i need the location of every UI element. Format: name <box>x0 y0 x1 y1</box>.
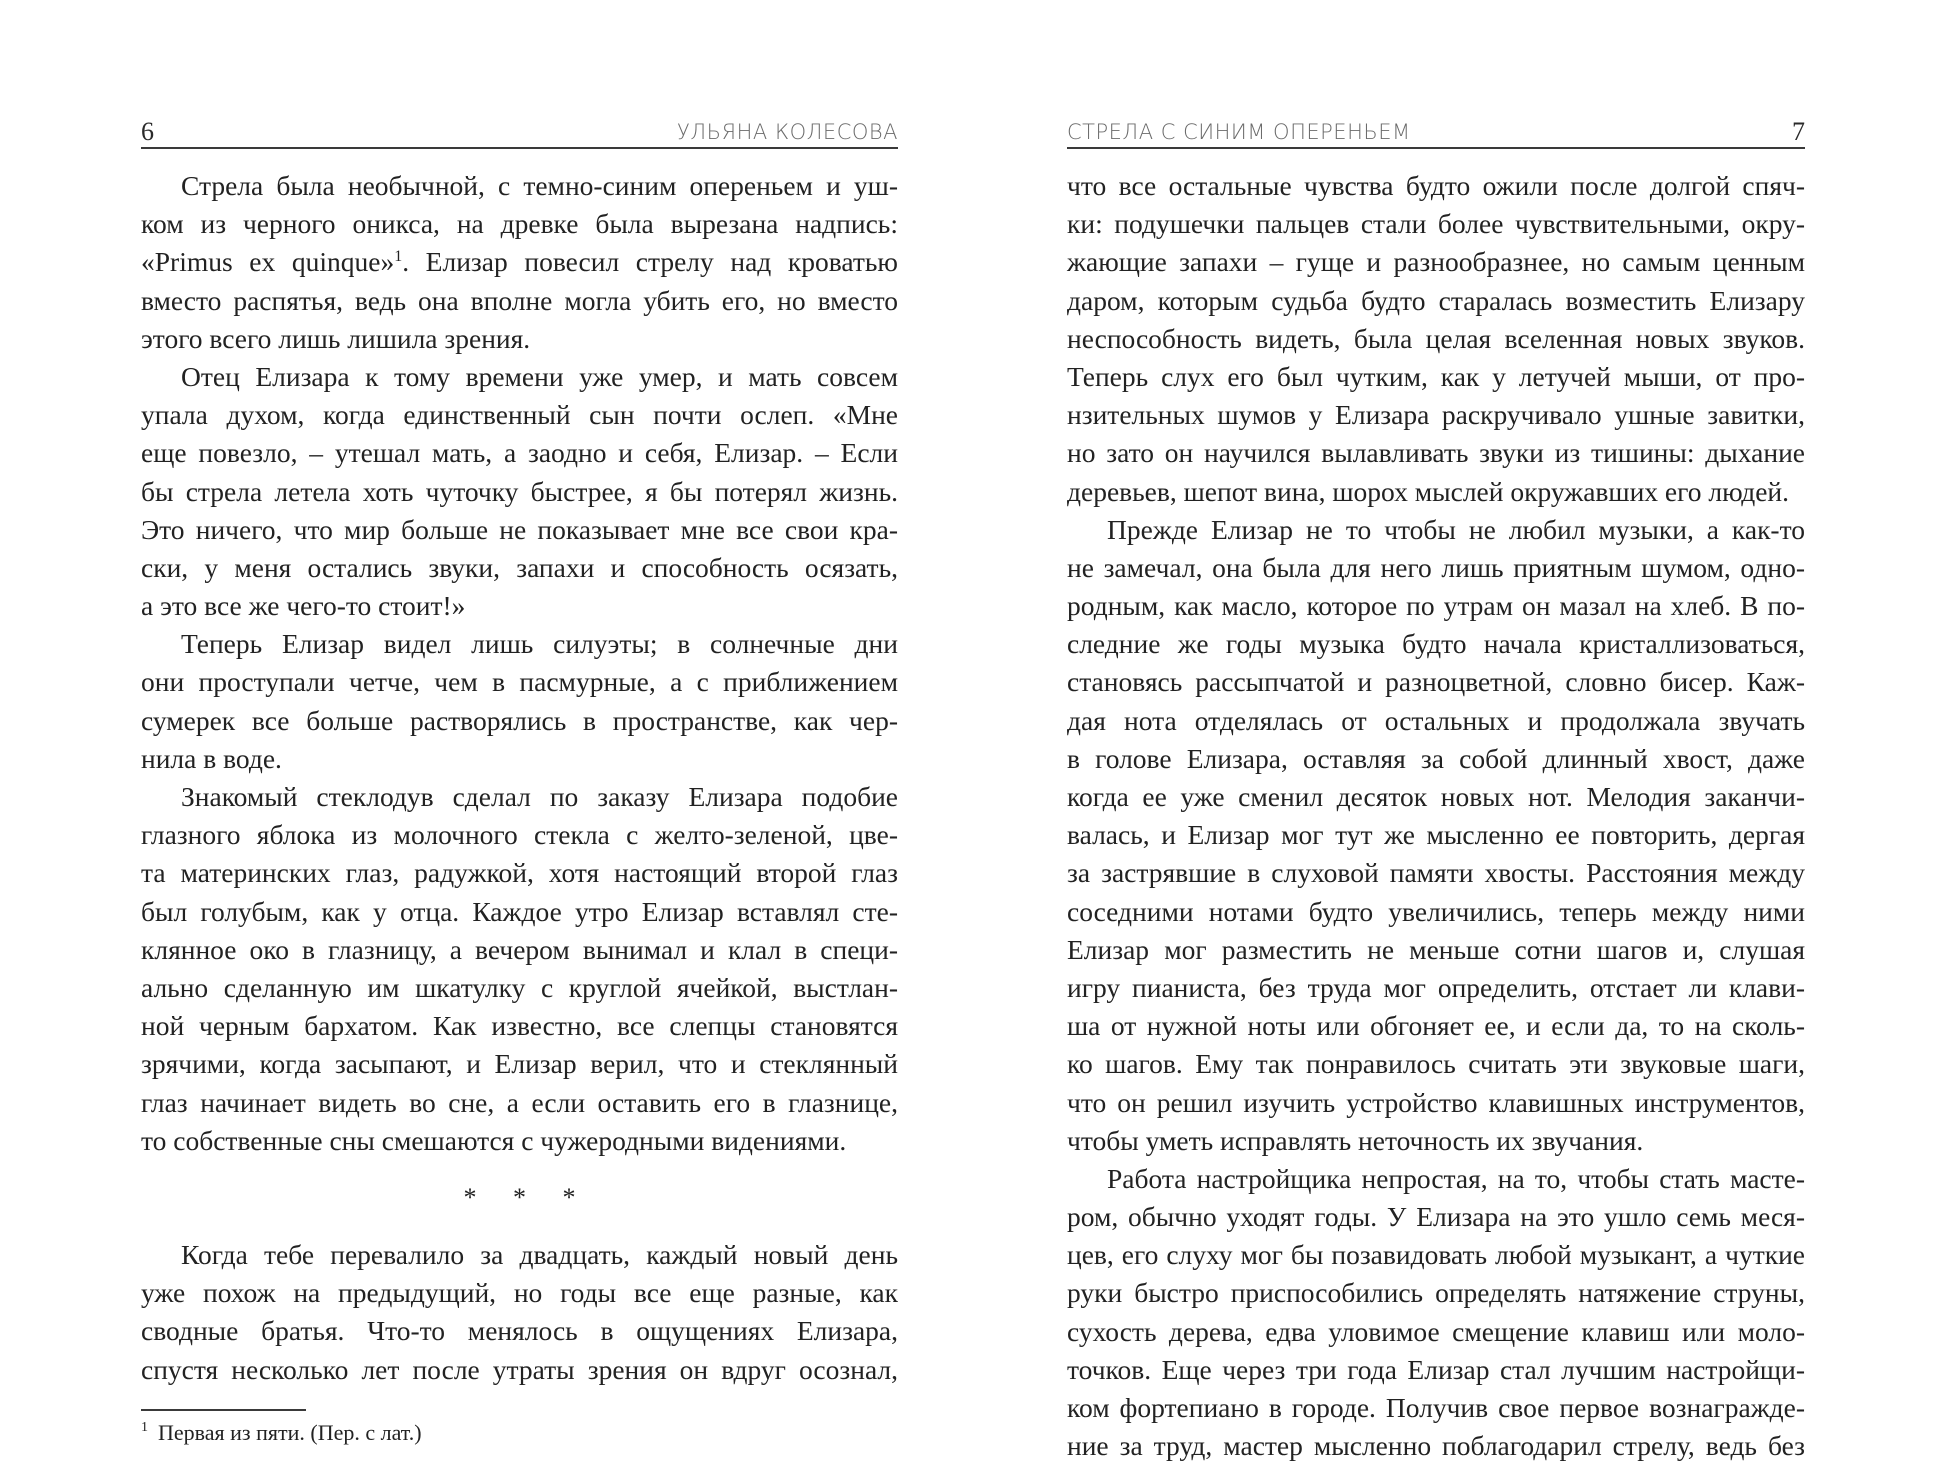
line-text: сухость дерева, едва уловимое смещение клавиш или моло- <box>1067 1315 1805 1347</box>
text-line <box>1067 931 1805 969</box>
line-text-continued: . Елизар повесил стрелу над кроватью <box>402 246 898 278</box>
running-head-left <box>141 112 898 149</box>
line-text: родным, как масло, которое по утрам он мазал на хлеб. В по- <box>1067 590 1805 622</box>
text-line <box>141 778 898 816</box>
text-line <box>1067 396 1805 434</box>
line-text: сумерек все больше растворялись в пространстве, как чер- <box>141 704 898 736</box>
text-line <box>1067 740 1805 778</box>
text-line <box>1067 167 1805 205</box>
line-text: чтобы уметь исправлять неточность их звучания. <box>1067 1124 1644 1156</box>
body-text-block <box>1067 167 1805 1465</box>
line-text: Теперь слух его был чутким, как у летучей мыши, от про- <box>1067 360 1805 392</box>
text-line <box>1067 549 1805 587</box>
line-text: игру пианиста, без труда мог определить, отстает ли клави- <box>1067 971 1805 1003</box>
text-line <box>141 511 898 549</box>
right-page <box>1067 112 1805 1465</box>
line-text: за застрявшие в слуховой памяти хвосты. Расстояния между <box>1067 857 1805 889</box>
title-running-head: СТРЕЛА С СИНИМ ОПЕРЕНЬЕМ <box>1067 120 1411 144</box>
line-text: спустя несколько лет после утраты зрения он вдруг осознал, <box>141 1353 898 1385</box>
text-line <box>1067 1007 1805 1045</box>
text-line <box>1067 1122 1805 1160</box>
line-text: уже похож на предыдущий, но годы все еще разные, как <box>141 1277 898 1309</box>
line-text: та материнских глаз, радужкой, хотя настоящий второй глаз <box>141 857 898 889</box>
text-line <box>1067 1427 1805 1465</box>
line-text: что все остальные чувства будто ожили после долгой спяч- <box>1067 170 1805 201</box>
line-text: Прежде Елизар не то чтобы не любил музыки, а как-то <box>1107 513 1805 545</box>
page-number: 6 <box>141 117 154 146</box>
line-text: ком из черного оникса, на древке была вырезана надпись: <box>141 208 898 240</box>
line-text: ние за труд, мастер мысленно поблагодарил стрелу, ведь без <box>1067 1430 1805 1462</box>
text-line <box>1067 1274 1805 1312</box>
text-line <box>141 625 898 663</box>
line-text: дая нота отделялась от остальных и продолжала звучать <box>1067 704 1805 736</box>
text-line <box>1067 358 1805 396</box>
line-text: в голове Елизара, оставляя за собой длинный хвост, даже <box>1067 742 1805 774</box>
text-line <box>1067 1084 1805 1122</box>
author-running-head: УЛЬЯНА КОЛЕСОВА <box>677 120 898 144</box>
line-text: жающие запахи – гуще и разнообразнее, но самым ценным <box>1067 246 1805 278</box>
line-text: следние же годы музыка будто начала кристаллизоваться, <box>1067 628 1805 660</box>
text-line <box>1067 1236 1805 1274</box>
line-text: Стрела была необычной, с темно-синим опереньем и уш- <box>181 170 898 201</box>
text-line <box>1067 854 1805 892</box>
line-text: не замечал, она была для него лишь приятным шумом, одно- <box>1067 551 1805 583</box>
text-line <box>1067 1198 1805 1236</box>
left-page <box>141 112 898 1447</box>
line-text: руки быстро приспособились определять натяжение струны, <box>1067 1277 1805 1309</box>
text-line <box>141 1122 898 1160</box>
footnote-reference[interactable]: 1 <box>394 248 403 266</box>
text-line <box>141 587 898 625</box>
text-line <box>1067 625 1805 663</box>
footnote-divider <box>141 1409 306 1411</box>
line-text: когда ее уже сменил десяток новых нот. Мелодия заканчи- <box>1067 781 1805 812</box>
text-line <box>141 473 898 511</box>
line-text: соседними нотами будто увеличились, теперь между ними <box>1067 895 1805 927</box>
text-line <box>141 1007 898 1045</box>
text-line <box>141 167 898 205</box>
text-line <box>141 205 898 243</box>
line-text: вместо распятья, ведь она вполне могла убить его, но вместо <box>141 284 898 316</box>
line-text: Работа настройщика непростая, на то, чтобы стать масте- <box>1107 1162 1805 1194</box>
text-line <box>1067 663 1805 701</box>
text-line <box>1067 243 1805 281</box>
text-line <box>141 1351 898 1389</box>
text-line <box>1067 893 1805 931</box>
text-line <box>1067 434 1805 472</box>
line-text: а это все же чего-то стоит!» <box>141 590 466 622</box>
text-line <box>141 1045 898 1083</box>
text-line <box>1067 511 1805 549</box>
text-line <box>141 663 898 701</box>
text-line <box>141 549 898 587</box>
line-text: нзительных шумов у Елизара раскручивало ушные завитки, <box>1067 399 1805 431</box>
line-text: ально сделанную им шкатулку с круглой ячейкой, выстлан- <box>141 971 898 1003</box>
line-text: еще повезло, – утешал мать, а заодно и себя, Елизар. – Если <box>141 437 898 469</box>
line-text: сводные братья. Что-то менялось в ощущениях Елизара, <box>141 1315 898 1347</box>
text-line <box>141 1236 898 1274</box>
text-line <box>1067 702 1805 740</box>
text-line <box>1067 1045 1805 1083</box>
line-text: Елизар мог разместить не меньше сотни шагов и, слушая <box>1067 933 1805 965</box>
text-line <box>1067 816 1805 854</box>
text-line <box>141 969 898 1007</box>
line-text: этого всего лишь лишила зрения. <box>141 322 531 354</box>
line-text: ком фортепиано в городе. Получив свое первое вознагражде- <box>1067 1392 1805 1423</box>
line-text: ша от нужной ноты или обгоняет ее, и если да, то на сколь- <box>1067 1010 1805 1042</box>
line-text: глаз начинает видеть во сне, а если оставить его в глазнице, <box>141 1086 898 1118</box>
line-text: глазного яблока из молочного стекла с желто-зеленой, цве- <box>141 819 898 851</box>
text-line <box>1067 1313 1805 1351</box>
line-text: Теперь Елизар видел лишь силуэты; в солнечные дни <box>181 628 898 660</box>
line-text: Отец Елизара к тому времени уже умер, и мать совсем <box>181 360 898 392</box>
running-head-right <box>1067 112 1805 149</box>
line-text: неспособность видеть, была целая вселенная новых звуков. <box>1067 322 1805 354</box>
line-text: ной черным бархатом. Как известно, все слепцы становятся <box>141 1010 898 1042</box>
text-line <box>141 816 898 854</box>
text-line <box>1067 282 1805 320</box>
line-text: упала духом, когда единственный сын почти ослеп. «Мне <box>141 399 898 431</box>
text-line <box>1067 1160 1805 1198</box>
line-text: точков. Еще через три года Елизар стал лучшим настройщи- <box>1067 1353 1805 1385</box>
text-line <box>141 893 898 931</box>
text-line <box>1067 587 1805 625</box>
text-line <box>1067 320 1805 358</box>
line-text: клянное око в глазницу, а вечером вынимал и клал в специ- <box>141 933 898 965</box>
line-text: но зато он научился вылавливать звуки из тишины: дыхание <box>1067 437 1805 469</box>
line-text: валась, и Елизар мог тут же мысленно ее повторить, дергая <box>1067 819 1805 851</box>
line-text: даром, которым судьба будто старалась возместить Елизару <box>1067 284 1805 316</box>
text-line <box>141 1312 898 1350</box>
line-text: Это ничего, что мир больше не показывает мне все свои кра- <box>141 513 898 545</box>
line-text: ко шагов. Ему так понравилось считать эти звуковые шаги, <box>1067 1048 1805 1080</box>
text-line <box>141 396 898 434</box>
line-text: зрячими, когда засыпают, и Елизар верил, что и стеклянный <box>141 1048 898 1080</box>
text-line <box>1067 969 1805 1007</box>
section-break: * * * <box>463 1182 576 1212</box>
text-line <box>141 243 898 281</box>
line-text: ски, у меня остались звуки, запахи и способность осязать, <box>141 551 898 583</box>
body-text-block-1 <box>141 167 898 1160</box>
text-line <box>1067 473 1805 511</box>
line-text: ки: подушечки пальцев стали более чувствительными, окру- <box>1067 208 1805 240</box>
text-line <box>141 320 898 358</box>
text-line <box>141 282 898 320</box>
text-line <box>141 1274 898 1312</box>
text-line <box>1067 778 1805 816</box>
line-text: Когда тебе перевалило за двадцать, каждый новый день <box>181 1239 898 1271</box>
line-text: был голубым, как у отца. Каждое утро Елизар вставлял сте- <box>141 895 898 927</box>
line-text: бы стрела летела хоть чуточку быстрее, я бы потерял жизнь. <box>141 475 898 507</box>
text-line <box>141 358 898 396</box>
footnote <box>141 1419 898 1447</box>
footnote-mark: 1 <box>141 1420 148 1436</box>
line-text: они проступали четче, чем в пасмурные, а с приближением <box>141 666 898 698</box>
text-line <box>141 931 898 969</box>
page-number: 7 <box>1792 117 1805 146</box>
text-line <box>141 740 898 778</box>
text-line <box>141 702 898 740</box>
line-text: становясь рассыпчатой и разноцветной, словно бисер. Каж- <box>1067 666 1805 698</box>
text-line <box>1067 205 1805 243</box>
body-text-block-2 <box>141 1236 898 1389</box>
text-line <box>141 1084 898 1122</box>
line-text: деревьев, шепот вина, шорох мыслей окружавших его людей. <box>1067 475 1790 507</box>
line-text: «Primus ex quinque» <box>141 246 395 278</box>
text-line <box>1067 1351 1805 1389</box>
footnote-text: Первая из пяти. (Пер. с лат.) <box>158 1419 422 1445</box>
line-text: нила в воде. <box>141 742 282 774</box>
text-line <box>141 854 898 892</box>
line-text: что он решил изучить устройство клавишных инструментов, <box>1067 1086 1805 1118</box>
line-text: Знакомый стеклодув сделал по заказу Елизара подобие <box>181 781 898 812</box>
line-text: цев, его слуху мог бы позавидовать любой музыкант, а чуткие <box>1067 1239 1805 1271</box>
line-text: то собственные сны смешаются с чужеродными видениями. <box>141 1124 847 1156</box>
line-text: ром, обычно уходят годы. У Елизара на это ушло семь меся- <box>1067 1201 1805 1233</box>
text-line <box>141 434 898 472</box>
text-line <box>1067 1389 1805 1427</box>
